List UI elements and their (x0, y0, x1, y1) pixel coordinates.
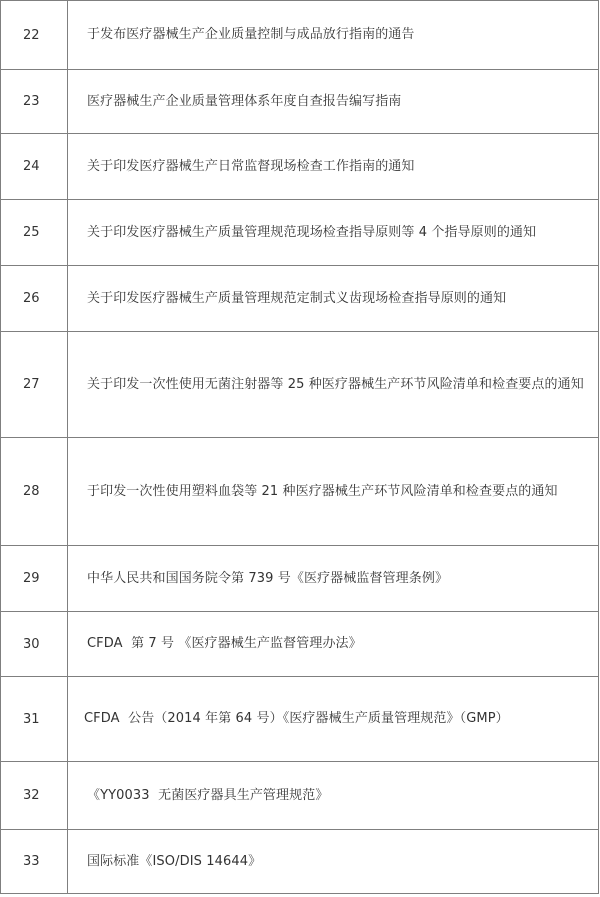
table-row (1, 762, 599, 830)
table-row (1, 134, 599, 200)
table-row (1, 546, 599, 612)
row-number: 32 (1, 762, 68, 830)
table-row (1, 612, 599, 677)
table-row (1, 438, 599, 546)
row-number: 23 (1, 70, 68, 134)
document-title-text: CFDA 公告（2014 年第 64 号）《医疗器械生产质量管理规范》（GMP） (84, 711, 509, 726)
table-row (1, 70, 599, 134)
document-title (68, 1, 599, 70)
document-title (68, 677, 599, 762)
document-title-text: 医疗器械生产企业质量管理体系年度自查报告编写指南 (87, 93, 402, 109)
row-number: 31 (1, 677, 68, 762)
document-title (68, 612, 599, 677)
document-title (68, 332, 599, 438)
table-row (1, 266, 599, 332)
document-title-text: 中华人民共和国国务院令第 739 号《医疗器械监督管理条例》 (87, 570, 449, 586)
row-number: 28 (1, 438, 68, 546)
document-title (68, 762, 599, 830)
document-title (68, 546, 599, 612)
document-title-text: 关于印发一次性使用无菌注射器等 25 种医疗器械生产环节风险清单和检查要点的通知 (87, 376, 584, 392)
table-row (1, 830, 599, 894)
document-title-text: 关于印发医疗器械生产质量管理规范现场检查指导原则等 4 个指导原则的通知 (87, 224, 537, 240)
document-title (68, 830, 599, 894)
document-title (68, 70, 599, 134)
row-number: 24 (1, 134, 68, 200)
row-number: 26 (1, 266, 68, 332)
row-number: 29 (1, 546, 68, 612)
row-number: 30 (1, 612, 68, 677)
document-title-text: 于发布医疗器械生产企业质量控制与成品放行指南的通告 (87, 27, 415, 42)
table-row (1, 677, 599, 762)
document-title-text: 国际标准《ISO/DIS 14644》 (87, 853, 262, 869)
document-title-text: 《YY0033 无菌医疗器具生产管理规范》 (87, 787, 329, 803)
table-row (1, 200, 599, 266)
document-title-text: 于印发一次性使用塑料血袋等 21 种医疗器械生产环节风险清单和检查要点的通知 (87, 483, 558, 499)
table-row (1, 332, 599, 438)
document-title (68, 266, 599, 332)
row-number: 27 (1, 332, 68, 438)
document-title (68, 438, 599, 546)
row-number: 25 (1, 200, 68, 266)
document-title (68, 134, 599, 200)
row-number: 22 (1, 1, 68, 70)
document-title-text: CFDA 第 7 号 《医疗器械生产监督管理办法》 (87, 636, 362, 651)
document-title-text: 关于印发医疗器械生产质量管理规范定制式义齿现场检查指导原则的通知 (87, 290, 507, 306)
document-title-text: 关于印发医疗器械生产日常监督现场检查工作指南的通知 (87, 158, 415, 174)
document-title (68, 200, 599, 266)
table-row (1, 1, 599, 70)
row-number: 33 (1, 830, 68, 894)
